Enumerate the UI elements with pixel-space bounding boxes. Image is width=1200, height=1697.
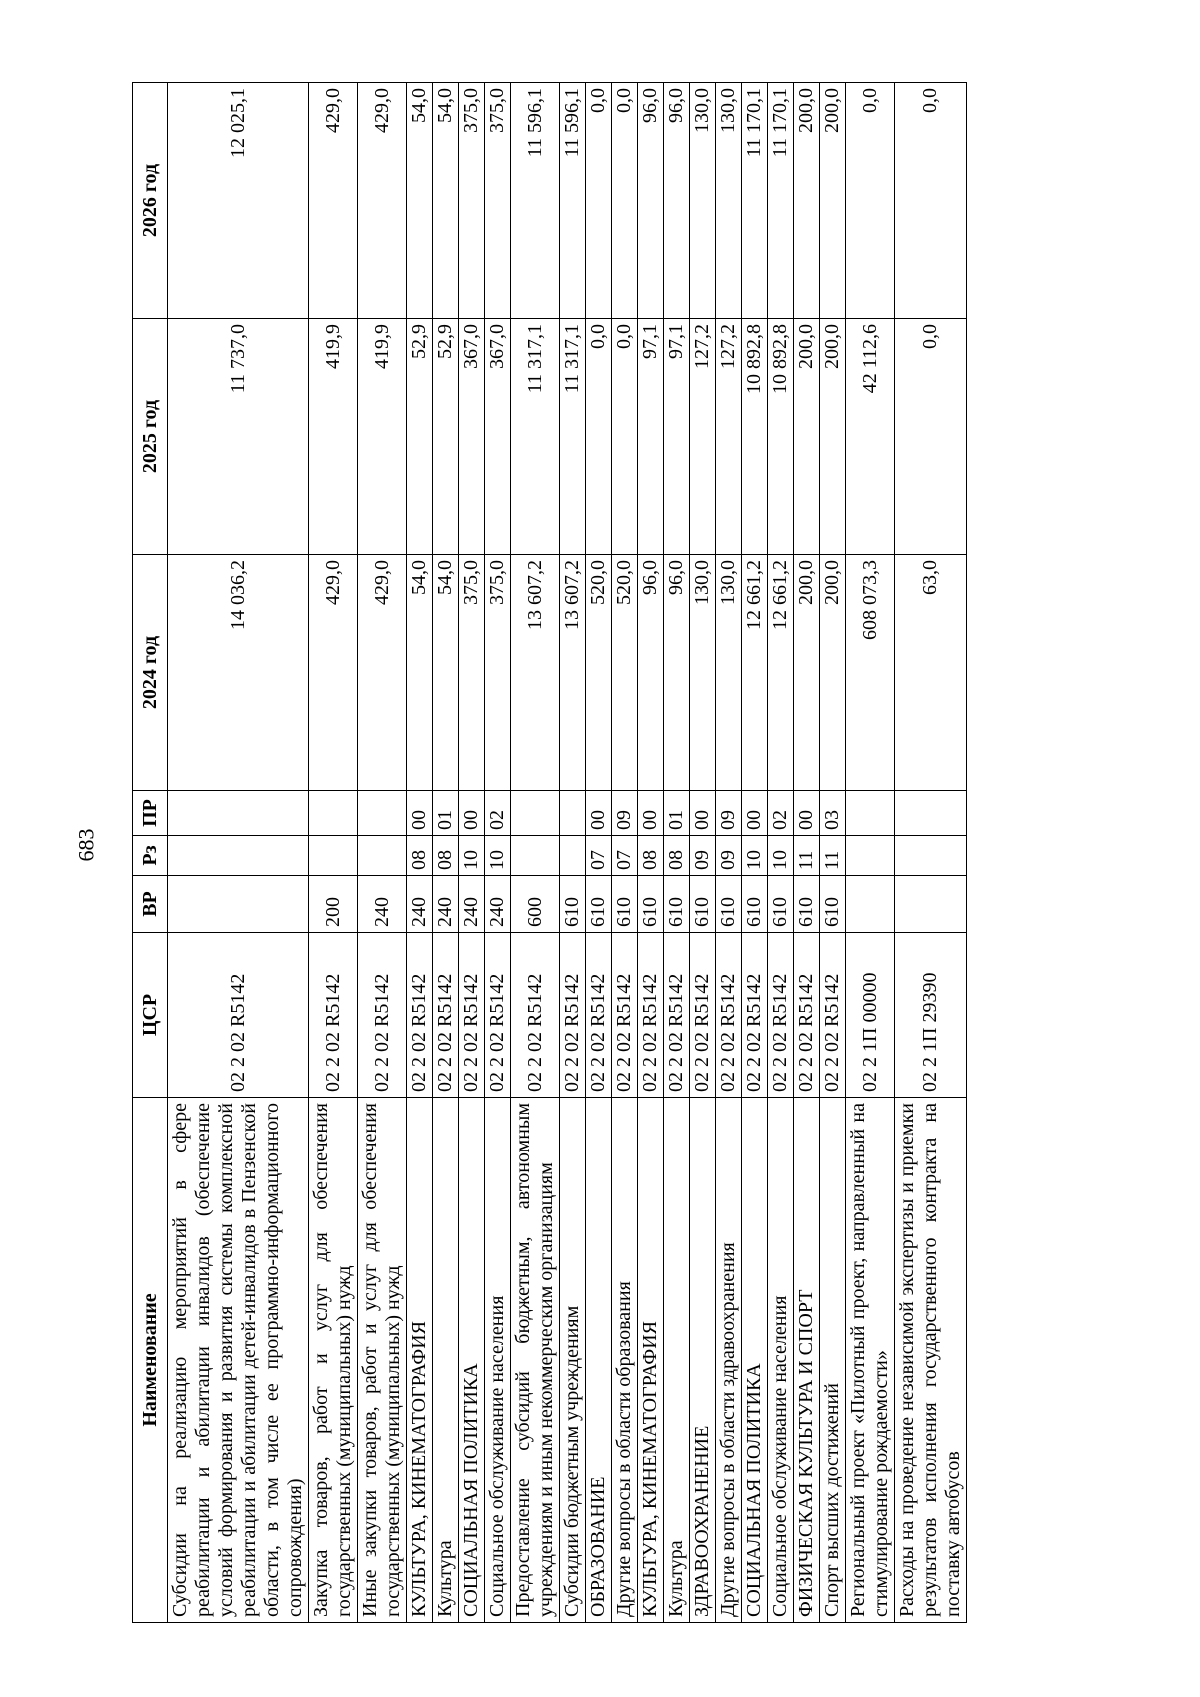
cell-y2026: 130,0 bbox=[690, 83, 716, 319]
cell-rz bbox=[895, 836, 967, 876]
cell-csr: 02 2 02 R5142 bbox=[742, 933, 768, 1098]
cell-vr: 610 bbox=[742, 876, 768, 933]
table-row bbox=[768, 83, 794, 1623]
cell-y2025: 127,2 bbox=[690, 319, 716, 555]
cell-y2024: 520,0 bbox=[586, 555, 612, 791]
cell-y2025: 97,1 bbox=[638, 319, 664, 555]
cell-pr: 00 bbox=[794, 791, 820, 836]
cell-pr: 00 bbox=[690, 791, 716, 836]
cell-rz: 09 bbox=[690, 836, 716, 876]
header-pr: ПР bbox=[133, 791, 168, 836]
cell-csr: 02 2 02 R5142 bbox=[768, 933, 794, 1098]
cell-pr bbox=[846, 791, 895, 836]
cell-y2024: 429,0 bbox=[358, 555, 407, 791]
table-row bbox=[433, 83, 459, 1623]
cell-pr: 02 bbox=[768, 791, 794, 836]
cell-pr bbox=[895, 791, 967, 836]
cell-y2024: 608 073,3 bbox=[846, 555, 895, 791]
table-row bbox=[794, 83, 820, 1623]
cell-rz bbox=[846, 836, 895, 876]
cell-vr bbox=[895, 876, 967, 933]
cell-y2024: 96,0 bbox=[664, 555, 690, 791]
table-row bbox=[485, 83, 511, 1623]
budget-table bbox=[132, 82, 967, 1623]
cell-csr: 02 2 02 R5142 bbox=[459, 933, 485, 1098]
cell-pr: 00 bbox=[638, 791, 664, 836]
cell-y2024: 13 607,2 bbox=[511, 555, 560, 791]
cell-y2025: 367,0 bbox=[485, 319, 511, 555]
cell-rz: 10 bbox=[742, 836, 768, 876]
cell-vr: 240 bbox=[358, 876, 407, 933]
table-row bbox=[664, 83, 690, 1623]
cell-y2025: 11 317,1 bbox=[511, 319, 560, 555]
header-vr: ВР bbox=[133, 876, 168, 933]
cell-y2024: 200,0 bbox=[820, 555, 846, 791]
cell-y2024: 13 607,2 bbox=[560, 555, 586, 791]
header-name: Наименование bbox=[133, 1098, 168, 1623]
cell-name: Социальное обслуживание населения bbox=[768, 1098, 794, 1623]
cell-csr: 02 2 1П 29390 bbox=[895, 933, 967, 1098]
cell-vr: 200 bbox=[309, 876, 358, 933]
cell-csr: 02 2 02 R5142 bbox=[309, 933, 358, 1098]
cell-y2025: 419,9 bbox=[358, 319, 407, 555]
cell-y2026: 11 596,1 bbox=[511, 83, 560, 319]
header-csr: ЦСР bbox=[133, 933, 168, 1098]
table-row bbox=[168, 83, 309, 1623]
cell-pr: 09 bbox=[612, 791, 638, 836]
header-2026: 2026 год bbox=[133, 83, 168, 319]
table-row bbox=[407, 83, 433, 1623]
cell-csr: 02 2 02 R5142 bbox=[407, 933, 433, 1098]
cell-csr: 02 2 02 R5142 bbox=[511, 933, 560, 1098]
cell-pr bbox=[511, 791, 560, 836]
cell-y2024: 14 036,2 bbox=[168, 555, 309, 791]
cell-vr bbox=[846, 876, 895, 933]
cell-pr bbox=[309, 791, 358, 836]
cell-name: КУЛЬТУРА, КИНЕМАТОГРАФИЯ bbox=[407, 1098, 433, 1623]
cell-y2026: 54,0 bbox=[407, 83, 433, 319]
page-number: 683 bbox=[73, 828, 99, 862]
cell-name: Иные закупки товаров, работ и услуг для обеспечения государственных (муниципальных) нужд bbox=[358, 1098, 407, 1623]
cell-vr: 240 bbox=[485, 876, 511, 933]
table-row bbox=[511, 83, 560, 1623]
cell-y2025: 200,0 bbox=[794, 319, 820, 555]
header-2024: 2024 год bbox=[133, 555, 168, 791]
cell-rz: 10 bbox=[485, 836, 511, 876]
cell-y2026: 11 596,1 bbox=[560, 83, 586, 319]
cell-vr: 610 bbox=[586, 876, 612, 933]
cell-pr: 09 bbox=[716, 791, 742, 836]
cell-y2024: 96,0 bbox=[638, 555, 664, 791]
cell-y2024: 375,0 bbox=[459, 555, 485, 791]
cell-name: Расходы на проведение независимой экспертизы и приемки результатов исполнения государственного контракта на поставку автобусов bbox=[895, 1098, 967, 1623]
cell-y2025: 11 737,0 bbox=[168, 319, 309, 555]
cell-csr: 02 2 02 R5142 bbox=[586, 933, 612, 1098]
cell-vr: 610 bbox=[716, 876, 742, 933]
cell-rz: 10 bbox=[768, 836, 794, 876]
cell-csr: 02 2 02 R5142 bbox=[664, 933, 690, 1098]
cell-y2026: 12 025,1 bbox=[168, 83, 309, 319]
cell-name: Другие вопросы в области здравоохранения bbox=[716, 1098, 742, 1623]
cell-csr: 02 2 02 R5142 bbox=[560, 933, 586, 1098]
cell-rz: 11 bbox=[820, 836, 846, 876]
cell-rz: 09 bbox=[716, 836, 742, 876]
cell-y2024: 54,0 bbox=[407, 555, 433, 791]
cell-y2025: 0,0 bbox=[895, 319, 967, 555]
cell-y2026: 0,0 bbox=[895, 83, 967, 319]
rotated-table-wrapper bbox=[132, 83, 1052, 1623]
cell-y2026: 0,0 bbox=[586, 83, 612, 319]
cell-vr: 610 bbox=[612, 876, 638, 933]
cell-vr: 610 bbox=[768, 876, 794, 933]
cell-y2025: 52,9 bbox=[433, 319, 459, 555]
cell-name: Спорт высших достижений bbox=[820, 1098, 846, 1623]
cell-vr bbox=[168, 876, 309, 933]
cell-y2024: 54,0 bbox=[433, 555, 459, 791]
cell-vr: 610 bbox=[690, 876, 716, 933]
cell-csr: 02 2 02 R5142 bbox=[820, 933, 846, 1098]
cell-rz bbox=[309, 836, 358, 876]
cell-pr bbox=[560, 791, 586, 836]
cell-y2026: 429,0 bbox=[358, 83, 407, 319]
table-body bbox=[168, 83, 967, 1623]
cell-y2025: 42 112,6 bbox=[846, 319, 895, 555]
header-2025: 2025 год bbox=[133, 319, 168, 555]
cell-y2025: 0,0 bbox=[586, 319, 612, 555]
cell-name: Культура bbox=[433, 1098, 459, 1623]
cell-vr: 240 bbox=[433, 876, 459, 933]
cell-pr: 01 bbox=[433, 791, 459, 836]
cell-rz: 08 bbox=[407, 836, 433, 876]
table-row bbox=[459, 83, 485, 1623]
cell-name: Закупка товаров, работ и услуг для обеспечения государственных (муниципальных) нужд bbox=[309, 1098, 358, 1623]
cell-vr: 240 bbox=[407, 876, 433, 933]
cell-vr: 610 bbox=[638, 876, 664, 933]
cell-y2024: 12 661,2 bbox=[768, 555, 794, 791]
cell-csr: 02 2 1П 00000 bbox=[846, 933, 895, 1098]
cell-y2026: 96,0 bbox=[664, 83, 690, 319]
cell-y2026: 429,0 bbox=[309, 83, 358, 319]
table-row bbox=[716, 83, 742, 1623]
cell-csr: 02 2 02 R5142 bbox=[716, 933, 742, 1098]
cell-name: СОЦИАЛЬНАЯ ПОЛИТИКА bbox=[742, 1098, 768, 1623]
cell-name: Предоставление субсидий бюджетным, автономным учреждениям и иным некоммерческим организациям bbox=[511, 1098, 560, 1623]
cell-name: Другие вопросы в области образования bbox=[612, 1098, 638, 1623]
cell-y2024: 200,0 bbox=[794, 555, 820, 791]
cell-csr: 02 2 02 R5142 bbox=[433, 933, 459, 1098]
cell-name: Субсидии бюджетным учреждениям bbox=[560, 1098, 586, 1623]
table-row bbox=[895, 83, 967, 1623]
cell-pr: 03 bbox=[820, 791, 846, 836]
cell-y2025: 10 892,8 bbox=[768, 319, 794, 555]
cell-y2025: 419,9 bbox=[309, 319, 358, 555]
cell-name: ОБРАЗОВАНИЕ bbox=[586, 1098, 612, 1623]
cell-pr bbox=[168, 791, 309, 836]
cell-y2025: 11 317,1 bbox=[560, 319, 586, 555]
cell-y2026: 54,0 bbox=[433, 83, 459, 319]
cell-csr: 02 2 02 R5142 bbox=[638, 933, 664, 1098]
cell-csr: 02 2 02 R5142 bbox=[690, 933, 716, 1098]
cell-vr: 610 bbox=[664, 876, 690, 933]
cell-vr: 610 bbox=[820, 876, 846, 933]
table-row bbox=[612, 83, 638, 1623]
cell-pr: 00 bbox=[407, 791, 433, 836]
cell-y2026: 375,0 bbox=[459, 83, 485, 319]
table-row bbox=[586, 83, 612, 1623]
cell-y2026: 96,0 bbox=[638, 83, 664, 319]
cell-y2024: 520,0 bbox=[612, 555, 638, 791]
cell-rz bbox=[560, 836, 586, 876]
cell-rz bbox=[358, 836, 407, 876]
table-row bbox=[638, 83, 664, 1623]
cell-vr: 240 bbox=[459, 876, 485, 933]
cell-rz: 10 bbox=[459, 836, 485, 876]
cell-csr: 02 2 02 R5142 bbox=[358, 933, 407, 1098]
cell-csr: 02 2 02 R5142 bbox=[485, 933, 511, 1098]
cell-pr bbox=[358, 791, 407, 836]
cell-name: ФИЗИЧЕСКАЯ КУЛЬТУРА И СПОРТ bbox=[794, 1098, 820, 1623]
cell-y2024: 130,0 bbox=[690, 555, 716, 791]
cell-csr: 02 2 02 R5142 bbox=[168, 933, 309, 1098]
header-rz: Рз bbox=[133, 836, 168, 876]
cell-pr: 02 bbox=[485, 791, 511, 836]
cell-y2026: 11 170,1 bbox=[768, 83, 794, 319]
cell-y2024: 429,0 bbox=[309, 555, 358, 791]
cell-name: КУЛЬТУРА, КИНЕМАТОГРАФИЯ bbox=[638, 1098, 664, 1623]
cell-rz: 07 bbox=[612, 836, 638, 876]
cell-name: ЗДРАВООХРАНЕНИЕ bbox=[690, 1098, 716, 1623]
cell-name: Субсидии на реализацию мероприятий в сфере реабилитации и абилитации инвалидов (обеспечение условий формирования и развития системы комплексной реабилитации и абилитации детей-инвалидов в Пензенской области, в том числе ее программно-информационного сопровождения) bbox=[168, 1098, 309, 1623]
cell-vr: 610 bbox=[560, 876, 586, 933]
cell-rz bbox=[511, 836, 560, 876]
cell-name: Региональный проект «Пилотный проект, направленный на стимулирование рождаемости» bbox=[846, 1098, 895, 1623]
cell-y2026: 375,0 bbox=[485, 83, 511, 319]
cell-pr: 00 bbox=[586, 791, 612, 836]
table-row bbox=[742, 83, 768, 1623]
cell-y2026: 0,0 bbox=[846, 83, 895, 319]
cell-y2026: 200,0 bbox=[820, 83, 846, 319]
cell-rz: 11 bbox=[794, 836, 820, 876]
cell-y2026: 11 170,1 bbox=[742, 83, 768, 319]
cell-y2026: 0,0 bbox=[612, 83, 638, 319]
cell-name: Социальное обслуживание населения bbox=[485, 1098, 511, 1623]
table-row bbox=[820, 83, 846, 1623]
cell-name: СОЦИАЛЬНАЯ ПОЛИТИКА bbox=[459, 1098, 485, 1623]
cell-y2025: 127,2 bbox=[716, 319, 742, 555]
cell-pr: 00 bbox=[459, 791, 485, 836]
cell-y2024: 63,0 bbox=[895, 555, 967, 791]
cell-vr: 600 bbox=[511, 876, 560, 933]
cell-y2025: 367,0 bbox=[459, 319, 485, 555]
cell-rz: 08 bbox=[638, 836, 664, 876]
table-row bbox=[690, 83, 716, 1623]
cell-y2026: 200,0 bbox=[794, 83, 820, 319]
cell-vr: 610 bbox=[794, 876, 820, 933]
table-row bbox=[309, 83, 358, 1623]
cell-y2025: 200,0 bbox=[820, 319, 846, 555]
cell-y2025: 52,9 bbox=[407, 319, 433, 555]
table-row bbox=[560, 83, 586, 1623]
cell-y2024: 375,0 bbox=[485, 555, 511, 791]
cell-pr: 01 bbox=[664, 791, 690, 836]
cell-y2024: 12 661,2 bbox=[742, 555, 768, 791]
cell-y2025: 10 892,8 bbox=[742, 319, 768, 555]
table-header-row bbox=[133, 83, 168, 1623]
table-row bbox=[846, 83, 895, 1623]
cell-rz: 07 bbox=[586, 836, 612, 876]
cell-y2025: 97,1 bbox=[664, 319, 690, 555]
table-row bbox=[358, 83, 407, 1623]
cell-csr: 02 2 02 R5142 bbox=[794, 933, 820, 1098]
cell-y2025: 0,0 bbox=[612, 319, 638, 555]
cell-rz bbox=[168, 836, 309, 876]
cell-rz: 08 bbox=[664, 836, 690, 876]
cell-name: Культура bbox=[664, 1098, 690, 1623]
cell-y2024: 130,0 bbox=[716, 555, 742, 791]
cell-rz: 08 bbox=[433, 836, 459, 876]
cell-pr: 00 bbox=[742, 791, 768, 836]
cell-y2026: 130,0 bbox=[716, 83, 742, 319]
cell-csr: 02 2 02 R5142 bbox=[612, 933, 638, 1098]
